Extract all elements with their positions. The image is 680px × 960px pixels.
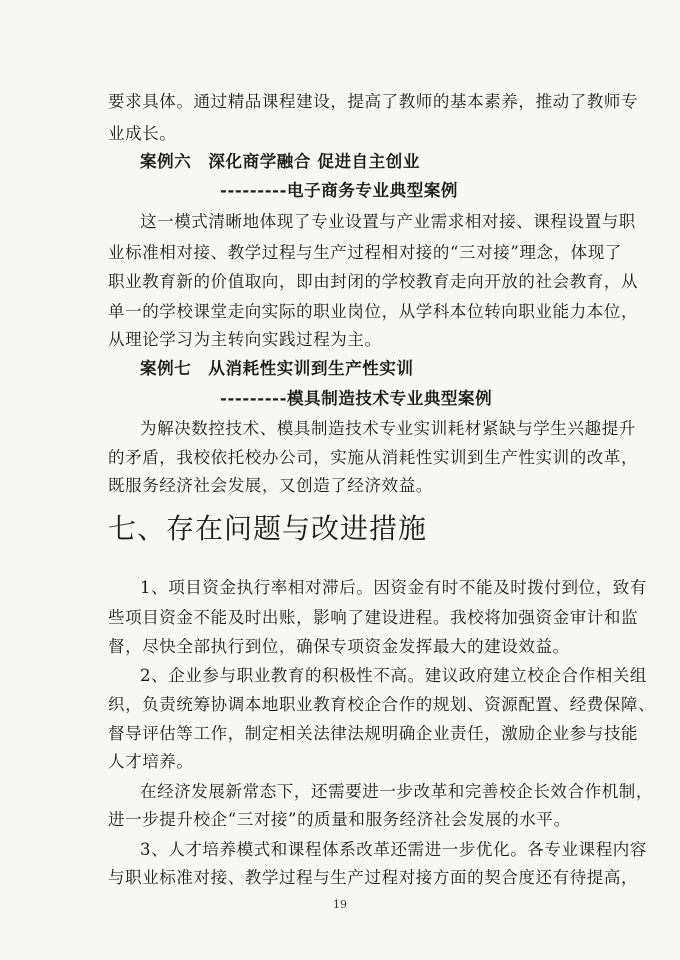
- paragraph-line: 些项目资金不能及时出账，影响了建设进程。我校将加强资金审计和监: [108, 608, 639, 627]
- paragraph-line: 单一的学校课堂走向实际的职业岗位，从学科本位转向职业能力本位，: [108, 302, 639, 321]
- paragraph-line: 督，尽快全部执行到位，确保专项资金发挥最大的建设效益。: [108, 637, 570, 656]
- paragraph-line: 从理论学习为主转向实践过程为主。: [108, 330, 382, 349]
- case-six-heading: 案例六 深化商学融合 促进自主创业: [140, 152, 420, 171]
- case-seven-subheading: ---------模具制造技术专业典型案例: [220, 389, 493, 408]
- paragraph-line: 织，负责统筹协调本地职业教育校企合作的规划、资源配置、经费保障、: [108, 695, 656, 714]
- page-number: 19: [333, 898, 347, 911]
- paragraph-line: 职业教育新的价值取向，即由封闭的学校教育走向开放的社会教育，从: [108, 272, 639, 291]
- paragraph-line: 在经济发展新常态下，还需要进一步改革和完善校企长效合作机制，: [140, 782, 653, 801]
- paragraph-line: 要求具体。通过精品课程建设，提高了教师的基本素养，推动了教师专: [108, 92, 639, 111]
- paragraph-line: 进一步提升校企“三对接”的质量和服务经济社会发展的水平。: [108, 810, 571, 829]
- paragraph-line: 1、项目资金执行率相对滞后。因资金有时不能及时拨付到位，致有: [140, 578, 647, 597]
- section-heading: 七、存在问题与改进措施: [108, 512, 428, 545]
- case-six-subheading: ---------电子商务专业典型案例: [220, 181, 459, 200]
- paragraph-line: 与职业标准对接、教学过程与生产过程对接方面的契合度还有待提高，: [108, 868, 639, 887]
- paragraph-line: 这一模式清晰地体现了专业设置与产业需求相对接、课程设置与职: [140, 212, 636, 231]
- paragraph-line: 3、人才培养模式和课程体系改革还需进一步优化。各专业课程内容: [140, 840, 647, 859]
- paragraph-line: 既服务经济社会发展，又创造了经济效益。: [108, 476, 433, 495]
- paragraph-line: 业成长。: [108, 124, 177, 143]
- case-seven-heading: 案例七 从消耗性实训到生产性实训: [140, 359, 414, 378]
- paragraph-line: 督导评估等工作，制定相关法律法规明确企业责任，激励企业参与技能: [108, 724, 639, 743]
- paragraph-line: 的矛盾，我校依托校办公司，实施从消耗性实训到生产性实训的改革，: [108, 448, 639, 467]
- paragraph-line: 业标准相对接、教学过程与生产过程相对接的“三对接”理念，体现了: [108, 243, 622, 262]
- paragraph-line: 人才培养。: [108, 752, 194, 771]
- paragraph-line: 为解决数控技术、模具制造技术专业实训耗材紧缺与学生兴趣提升: [140, 419, 636, 438]
- paragraph-line: 2、企业参与职业教育的积极性不高。建议政府建立校企合作相关组: [140, 666, 647, 685]
